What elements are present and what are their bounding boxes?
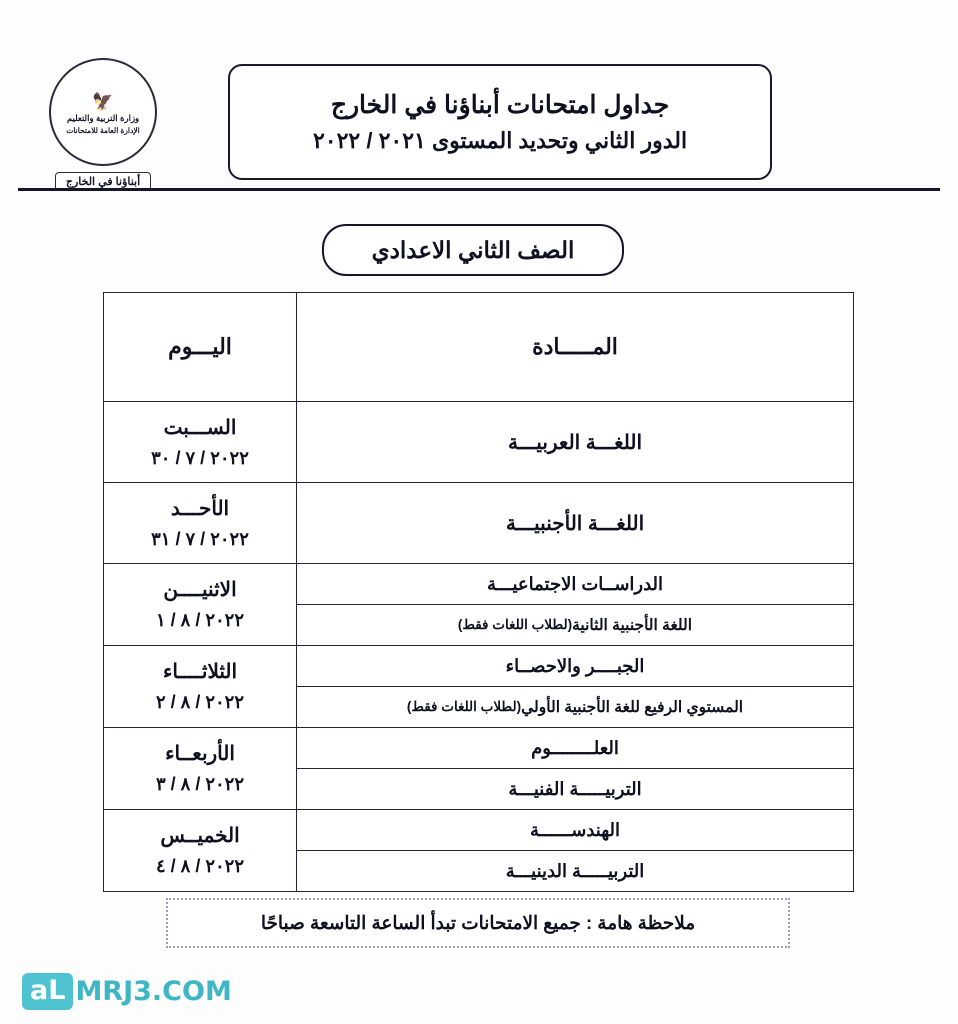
day-cell [104,728,297,810]
day-name: الأحـــد [170,497,230,520]
day-date: ٢٠٢٢ / ٨ / ١ [155,610,245,631]
header-divider [18,188,940,191]
watermark-badge: aL [22,973,73,1010]
table-row [104,564,854,646]
day-cell [104,483,297,564]
subject-secondary-text: المستوي الرفيع للغة الأجنبية الأولي [521,698,744,716]
subject-primary: الجبــــر والاحصــاء [297,646,853,687]
subject-primary: الدراســات الاجتماعيـــة [297,564,853,605]
document-title-line1: جداول امتحانات أبناؤنا في الخارج [330,91,670,119]
day-cell [104,564,297,646]
table-row [104,483,854,564]
subject-cell [297,728,854,810]
subject-secondary-note: (لطلاب اللغات فقط) [406,699,522,714]
document-header [0,28,958,188]
grade-label-text: الصف الثاني الاعدادي [371,236,575,263]
day-name: الســـبت [163,416,237,439]
emblem-circle [49,58,157,166]
subject-cell: اللغـــة العربيـــة [297,402,854,483]
day-name: الأربعــاء [165,743,235,766]
day-date: ٢٠٢٢ / ٨ / ٤ [155,856,245,877]
subject-secondary-note: (لطلاب اللغات فقط) [457,617,573,632]
day-cell [104,646,297,728]
table-header-row [104,293,854,402]
day-date: ٢٠٢٢ / ٨ / ٢ [155,692,245,713]
subject-secondary: التربيـــــة الفنيـــة [508,778,642,799]
subject-secondary [297,605,853,645]
day-name: الخميــس [160,825,240,848]
day-name: الاثنيــــن [163,579,237,602]
table-row [104,810,854,892]
site-watermark [22,973,232,1010]
header-subject: المـــــادة [297,293,854,402]
exam-schedule-table [103,292,854,892]
emblem-ministry-line1: وزارة التربية والتعليم [66,113,140,124]
subject-cell [297,564,854,646]
document-title-line2: الدور الثاني وتحديد المستوى ٢٠٢١ / ٢٠٢٢ [312,128,688,153]
day-date: ٢٠٢٢ / ٧ / ٣١ [151,528,249,549]
watermark-text: MRJ3.COM [75,976,232,1007]
table-row [104,402,854,483]
subject-secondary: التربيـــــة الدينيـــة [505,860,645,881]
emblem-badge: أبناؤنا في الخارج [55,172,151,191]
important-note-box [166,898,790,948]
important-note-text: ملاحظة هامة : جميع الامتحانات تبدأ الساعة التاسعة صباحًا [260,912,696,933]
subject-primary: العلــــــــوم [297,728,853,769]
header-day: اليـــوم [104,293,297,402]
table-row [104,646,854,728]
eagle-icon: 🦅 [92,92,114,112]
subject-secondary-text: اللغة الأجنبية الثانية [572,616,693,634]
day-cell [104,402,297,483]
emblem-ministry-line2: الإدارة العامة للامتحانات [66,125,140,135]
subject-cell [297,646,854,728]
day-cell [104,810,297,892]
day-date: ٢٠٢٢ / ٧ / ٣٠ [151,447,249,468]
day-date: ٢٠٢٢ / ٨ / ٣ [155,774,245,795]
table-row [104,728,854,810]
subject-cell: اللغـــة الأجنبيـــة [297,483,854,564]
subject-cell [297,810,854,892]
subject-primary: الهندســــــة [297,810,853,851]
grade-label-pill [322,224,624,276]
subject-secondary [297,687,853,727]
title-box [228,64,772,180]
day-name: الثلاثــــاء [162,661,238,684]
ministry-emblem [38,58,168,198]
